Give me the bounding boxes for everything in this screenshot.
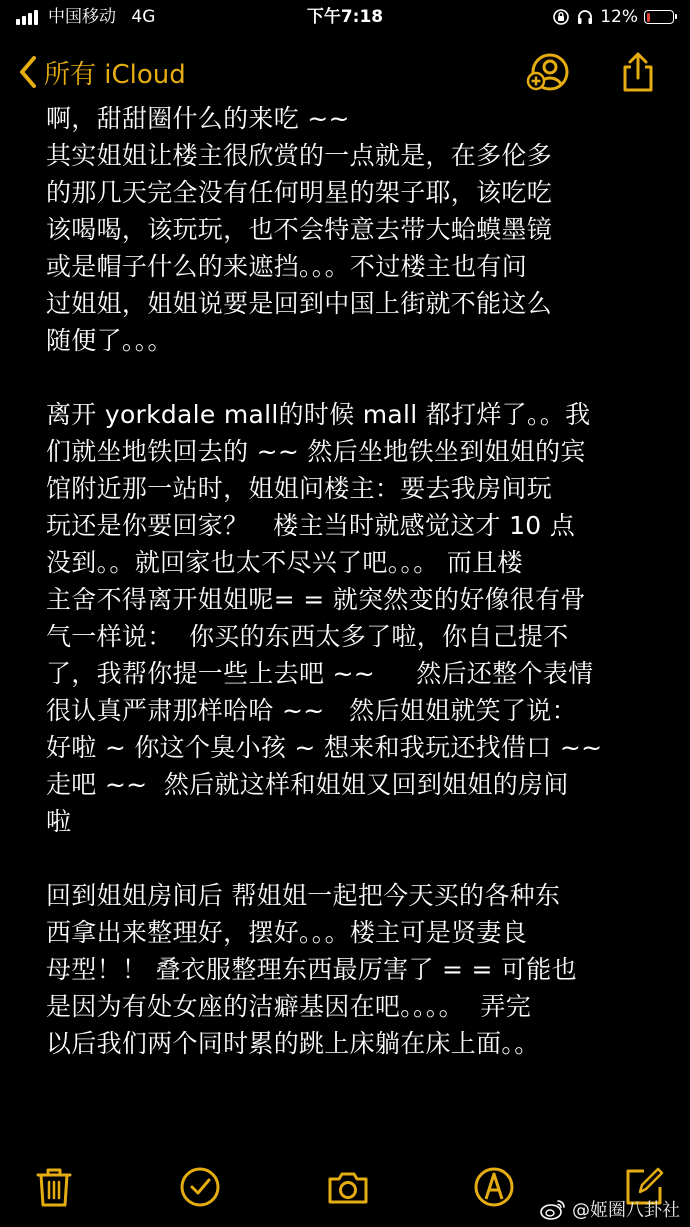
note-line: 没到。。就回家也太不尽兴了吧。。。 而且楼: [46, 548, 523, 577]
trash-icon[interactable]: [32, 1165, 76, 1209]
note-line: 的那几天完全没有任何明星的架子耶，该吃吃: [46, 178, 553, 207]
navigation-bar: [0, 40, 690, 104]
back-button-label: 所有 iCloud: [44, 59, 186, 90]
markup-pen-icon[interactable]: [472, 1165, 516, 1209]
note-line: 好啦 ~ 你这个臭小孩 ~ 想来和我玩还找借口 ~~: [46, 733, 603, 762]
note-line: 馆附近那一站时，姐姐问楼主：要去我房间玩: [46, 474, 553, 503]
note-line: 是因为有处女座的洁癖基因在吧。。。。 弄完: [46, 992, 531, 1021]
note-line: 随便了。。。: [46, 326, 173, 355]
network-type: 4G: [131, 7, 156, 27]
note-line: 们就坐地铁回去的 ~~ 然后坐地铁坐到姐姐的宾: [46, 437, 586, 466]
status-time: 下午7:18: [306, 7, 384, 27]
note-line: 了，我帮你提一些上去吧 ~~ 然后还整个表情: [46, 659, 594, 688]
note-line: 或是帽子什么的来遮挡。。。不过楼主也有问: [46, 252, 528, 281]
watermark-text: @姬圈八卦社: [572, 1200, 680, 1221]
note-line: 玩还是你要回家？ 楼主当时就感觉这才 10 点: [46, 511, 576, 540]
note-line: 回到姐姐房间后 帮姐姐一起把今天买的各种东: [46, 881, 561, 910]
watermark: [540, 1196, 680, 1222]
chevron-left-icon: [18, 55, 38, 89]
carrier-name: 中国移动: [48, 7, 116, 27]
note-line: 其实姐姐让楼主很欣赏的一点就是，在多伦多: [46, 141, 553, 170]
battery-level-fill: [647, 13, 650, 22]
weibo-logo-icon: [540, 1198, 566, 1220]
note-line: 气一样说： 你买的东西太多了啦，你自己提不: [46, 622, 569, 651]
note-line: 离开 yorkdale mall的时候 mall 都打烊了。。我: [46, 400, 591, 429]
headphones-icon: [576, 8, 594, 26]
battery-percent: 12%: [600, 7, 638, 27]
note-line: 啊，甜甜圈什么的来吃 ~~: [46, 104, 350, 133]
note-line: 啦: [46, 807, 72, 836]
note-line: 很认真严肃那样哈哈 ~~ 然后姐姐就笑了说：: [46, 696, 577, 725]
note-line: 西拿出来整理好，摆好。。。楼主可是贤妻良: [46, 918, 528, 947]
share-icon[interactable]: [616, 50, 660, 94]
note-line: 母型！！ 叠衣服整理东西最厉害了 = = 可能也: [46, 955, 577, 984]
status-bar: [0, 0, 690, 36]
camera-icon[interactable]: [326, 1165, 370, 1209]
note-line: 主舍不得离开姐姐呢= = 就突然变的好像很有骨: [46, 585, 586, 614]
note-line: 以后我们两个同时累的跳上床躺在床上面。。: [46, 1029, 540, 1058]
note-line: 走吧 ~~ 然后就这样和姐姐又回到姐姐的房间: [46, 770, 569, 799]
note-line: 过姐姐，姐姐说要是回到中国上街就不能这么: [46, 289, 553, 318]
battery-icon: [644, 10, 674, 24]
back-button[interactable]: [18, 50, 186, 94]
note-line: [46, 840, 656, 877]
checklist-icon[interactable]: [178, 1165, 222, 1209]
add-person-icon[interactable]: [526, 50, 570, 94]
note-line: [46, 359, 656, 396]
note-body[interactable]: [46, 100, 656, 1160]
orientation-lock-icon: [552, 8, 570, 26]
note-line: 该喝喝，该玩玩，也不会特意去带大蛤蟆墨镜: [46, 215, 553, 244]
status-right-group: [552, 6, 674, 28]
